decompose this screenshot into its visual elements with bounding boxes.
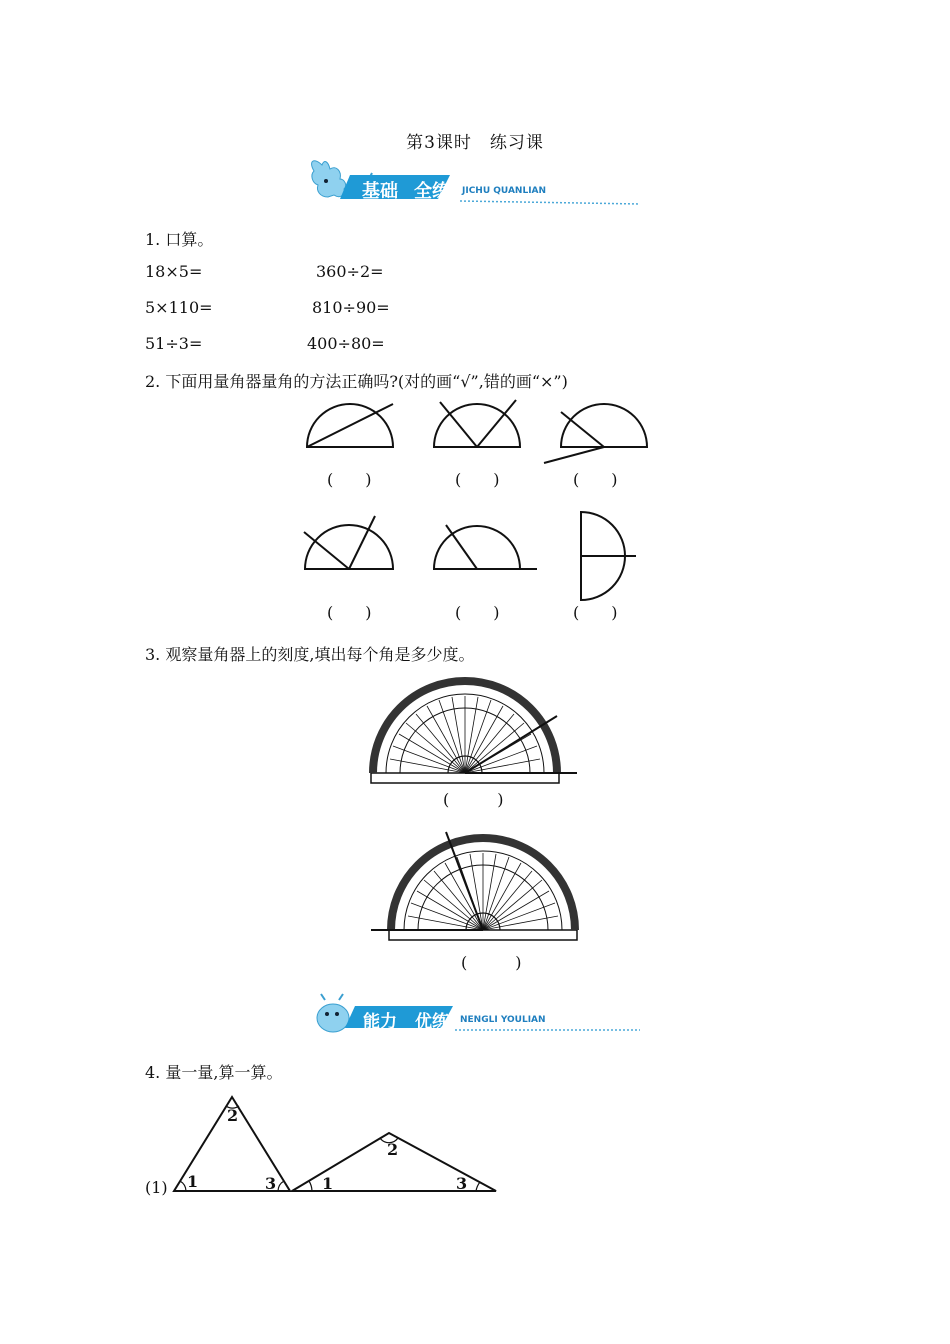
page-title: 第3课时 练习课 <box>406 133 544 153</box>
q1-item: 810÷90= <box>312 298 390 317</box>
question-4-heading: 4. 量一量,算一算。 <box>145 1063 283 1082</box>
question-3-heading: 3. 观察量角器上的刻度,填出每个角是多少度。 <box>145 645 475 664</box>
q4-triangle-figures <box>0 1090 950 1210</box>
q2-answer-paren[interactable]: ( ) <box>455 603 500 622</box>
q3-protractor-figures <box>0 660 950 980</box>
question-1-heading: 1. 口算。 <box>145 230 214 249</box>
angle-label-3: 3 <box>456 1174 468 1193</box>
angle-label-2: 2 <box>227 1106 239 1125</box>
banner-label-accent: 优练 <box>415 1012 449 1032</box>
banner-label: 基础 <box>362 181 398 202</box>
banner-label: 能力 <box>363 1012 397 1032</box>
angle-label-3: 3 <box>265 1174 277 1193</box>
q2-answer-paren[interactable]: ( ) <box>573 470 618 489</box>
q1-item: 51÷3= <box>145 334 203 353</box>
section-banner-basic <box>300 155 640 210</box>
banner-label-accent: 全练 <box>414 181 450 202</box>
q3-answer-paren[interactable]: ( ) <box>443 790 504 809</box>
q1-item: 18×5= <box>145 262 203 281</box>
angle-label-1: 1 <box>322 1174 334 1193</box>
q1-item: 400÷80= <box>307 334 385 353</box>
q2-protractor-figures <box>0 390 950 670</box>
angle-label-1: 1 <box>187 1172 199 1191</box>
banner-pinyin: JICHU QUANLIAN <box>462 186 547 196</box>
q4-part-label: (1) <box>145 1178 168 1197</box>
q2-answer-paren[interactable]: ( ) <box>327 470 372 489</box>
section-banner-ability <box>305 990 645 1040</box>
q2-answer-paren[interactable]: ( ) <box>327 603 372 622</box>
q2-answer-paren[interactable]: ( ) <box>455 470 500 489</box>
q2-answer-paren[interactable]: ( ) <box>573 603 618 622</box>
q1-item: 360÷2= <box>316 262 384 281</box>
angle-label-2: 2 <box>387 1140 399 1159</box>
banner-pinyin: NENGLI YOULIAN <box>460 1015 546 1025</box>
q3-answer-paren[interactable]: ( ) <box>461 953 522 972</box>
rabbit-mascot-icon <box>300 155 640 210</box>
q1-item: 5×110= <box>145 298 213 317</box>
question-2-heading: 2. 下面用量角器量角的方法正确吗?(对的画“√”,错的画“×”) <box>145 372 568 391</box>
